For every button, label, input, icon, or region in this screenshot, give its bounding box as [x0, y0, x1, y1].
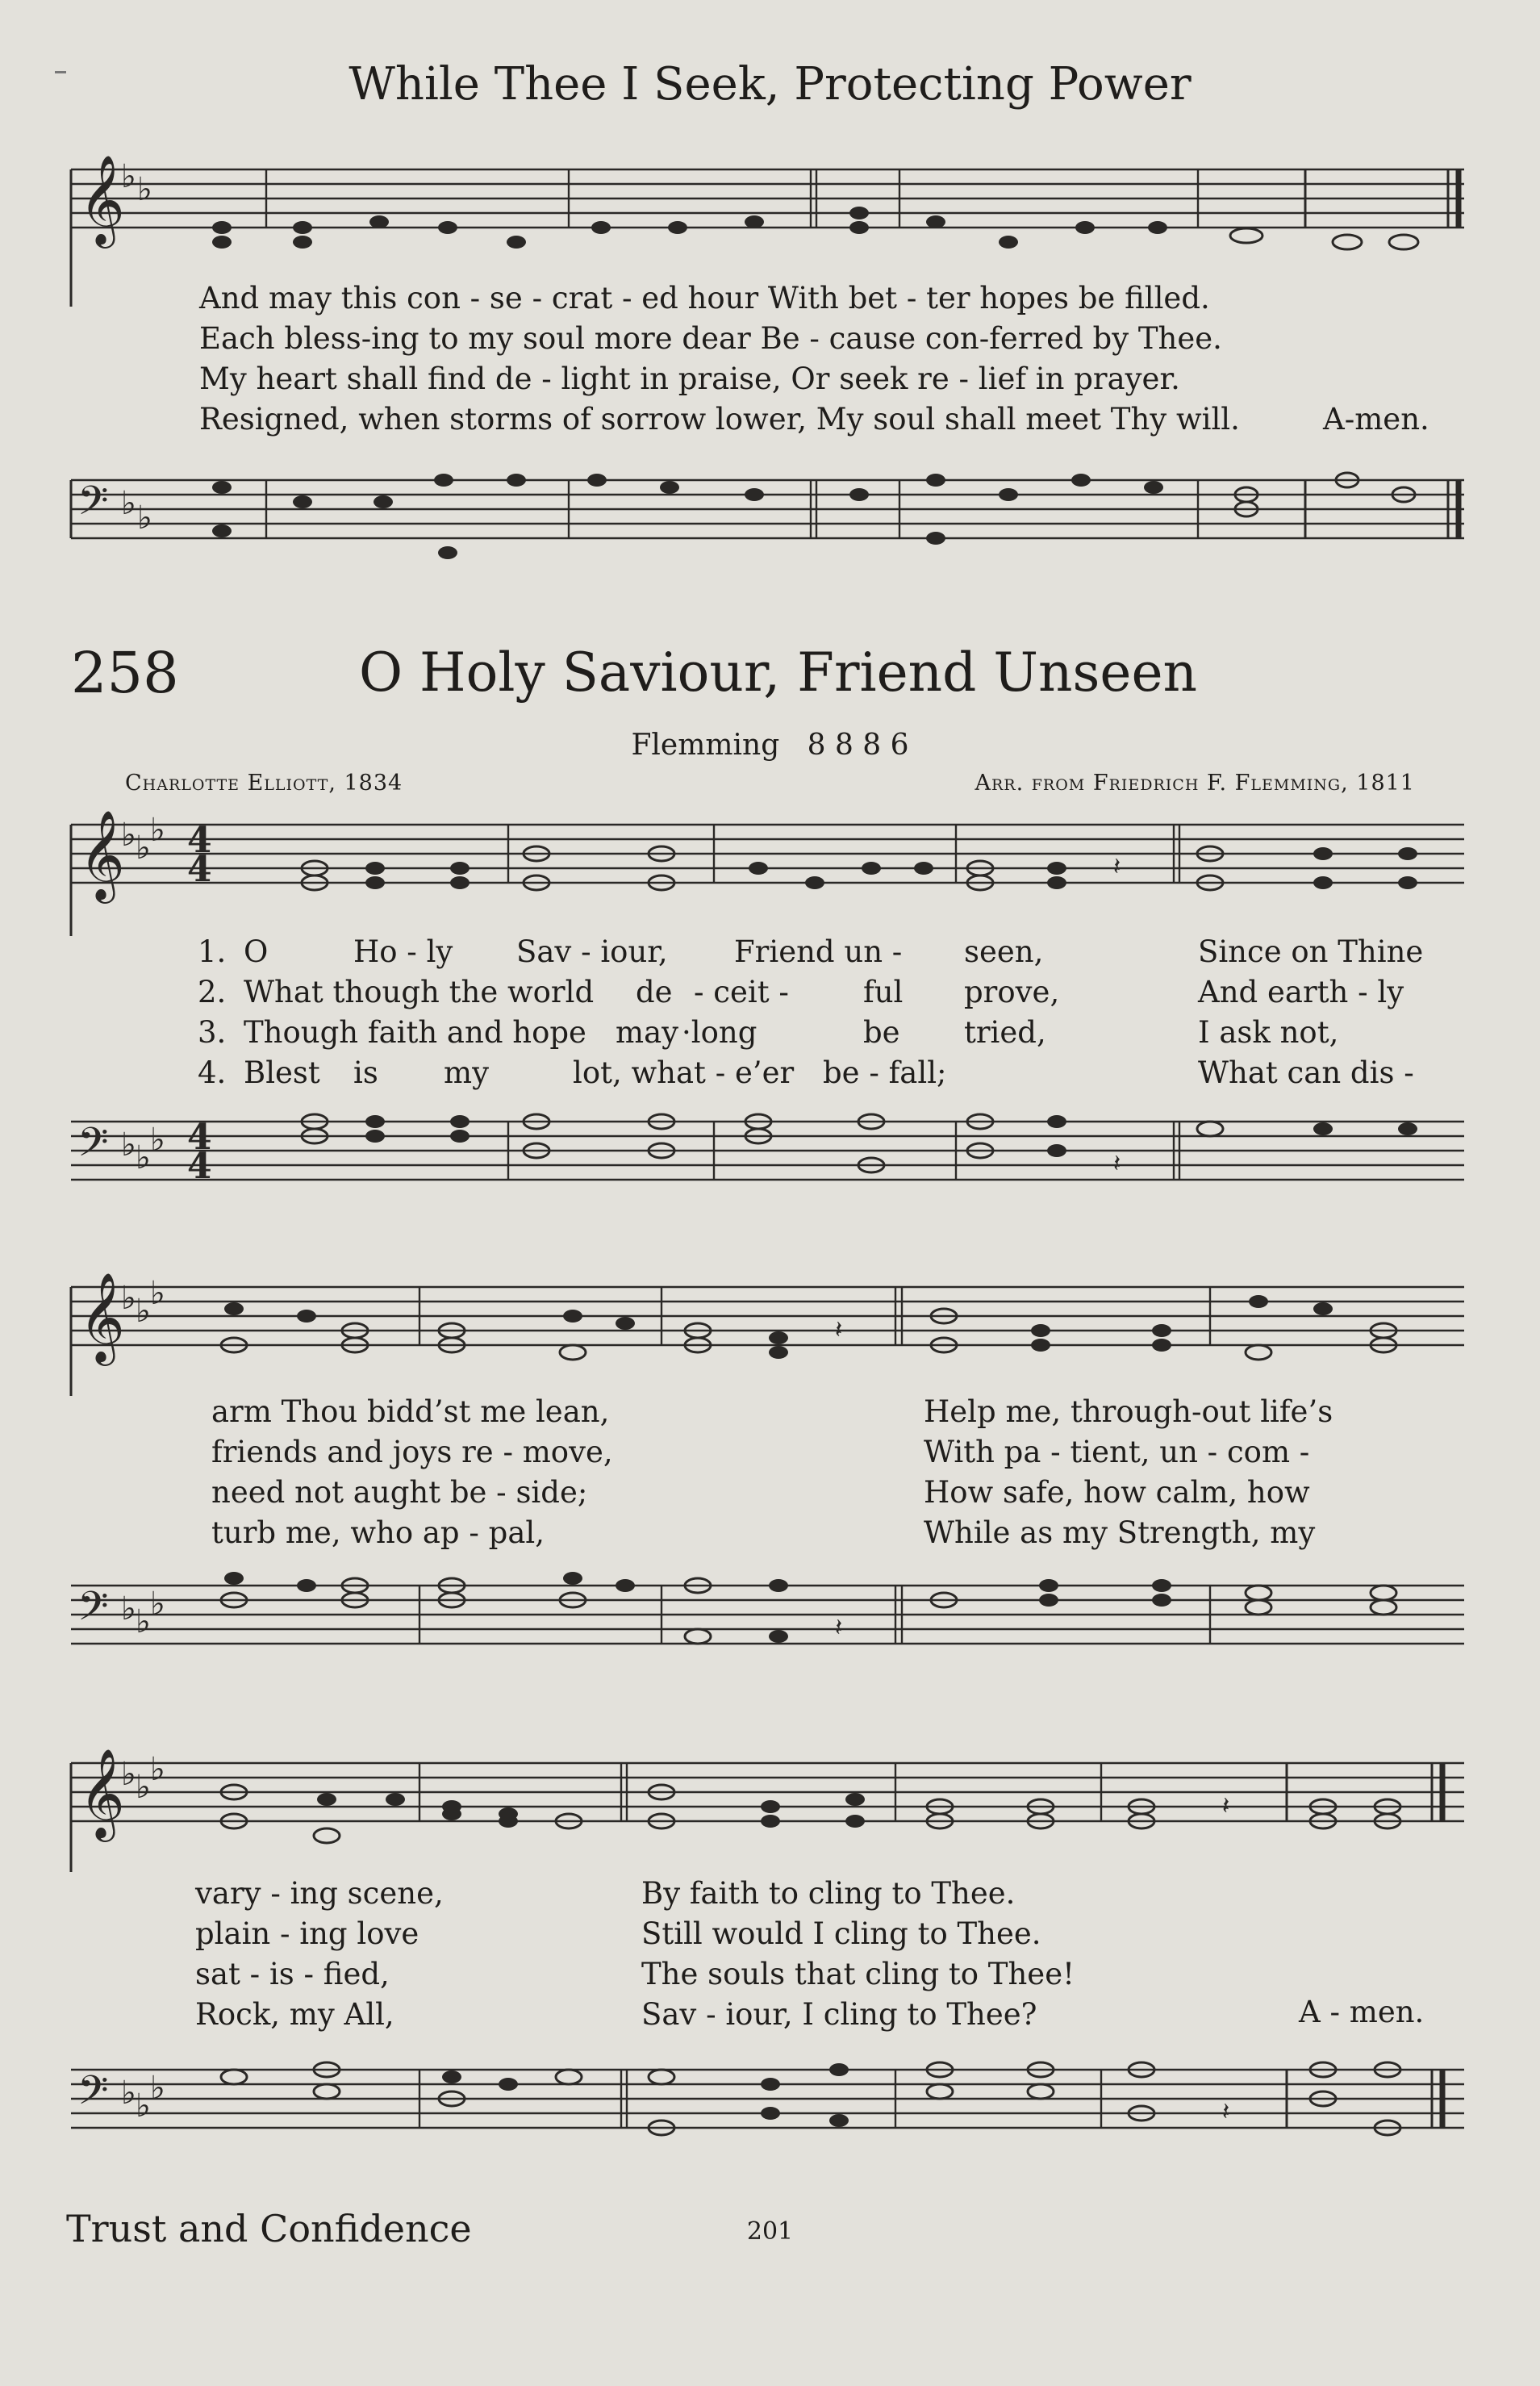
hymn-title: O Holy Saviour, Friend Unseen: [358, 641, 1198, 704]
svg-text:4: 4: [187, 1117, 212, 1158]
svg-text:♭: ♭: [121, 1756, 136, 1793]
svg-text:♭: ♭: [137, 499, 152, 537]
prev-verse-2: Each bless-ing to my soul more dear Be - cause con-ferred by Thee.: [199, 321, 1222, 356]
svg-text:𝄢: 𝄢: [77, 2067, 109, 2124]
svg-text:♭: ♭: [136, 1603, 151, 1640]
system3-bass-staff: [0, 2054, 1540, 2183]
svg-text:♭: ♭: [121, 1280, 136, 1317]
section-label: Trust and Confidence: [66, 2207, 472, 2250]
prev-bass-staff: [0, 464, 1540, 593]
s1-col4: Friend un - ful be lot, what - e’er: [573, 934, 904, 1090]
prev-verse-1: And may this con - se - crat - ed hour With bet - ter hopes be filled.: [199, 281, 1210, 315]
tune-line: [0, 729, 1540, 762]
svg-text:4: 4: [187, 820, 212, 861]
svg-text:𝄞: 𝄞: [79, 154, 125, 244]
svg-text:𝄽: 𝄽: [1113, 1150, 1121, 1178]
svg-text:𝄞: 𝄞: [79, 1748, 125, 1838]
prev-verse-4: Resigned, when storms of sorrow lower, My soul shall meet Thy will.: [199, 402, 1240, 437]
svg-text:♭: ♭: [136, 1293, 151, 1330]
svg-text:4: 4: [187, 849, 212, 890]
svg-text:♭: ♭: [150, 2070, 165, 2107]
svg-text:♭: ♭: [136, 829, 151, 867]
svg-text:𝄽: 𝄽: [1222, 1792, 1230, 1820]
author-credit: Charlotte Elliott, 1834: [125, 771, 403, 796]
svg-text:𝄢: 𝄢: [77, 1583, 109, 1640]
svg-text:♭: ♭: [136, 2087, 151, 2125]
system3-treble-staff: [0, 1735, 1540, 1872]
svg-text:𝄽: 𝄽: [835, 1614, 843, 1642]
s1-col3: Sav - iour, - ceit - ·long my: [444, 934, 789, 1090]
svg-text:♭: ♭: [121, 1590, 136, 1628]
svg-text:♭: ♭: [121, 158, 136, 195]
svg-text:♭: ♭: [121, 817, 136, 854]
s3-right: By faith to cling to Thee. Still would I cling to Thee. The souls that cling to Thee! Sav - iour, I cling to Thee?: [641, 1876, 1075, 2032]
svg-text:𝄢: 𝄢: [77, 478, 109, 534]
svg-text:♭: ♭: [136, 1139, 151, 1176]
svg-text:♭: ♭: [137, 171, 152, 208]
svg-text:𝄞: 𝄞: [79, 1272, 125, 1362]
system1-treble-staff: [0, 807, 1540, 936]
svg-text:𝄢: 𝄢: [77, 1119, 109, 1176]
svg-text:𝄽: 𝄽: [1113, 853, 1121, 881]
svg-text:𝄽: 𝄽: [835, 1316, 843, 1344]
s1-col6: Since on Thine And earth - ly I ask not, What can dis -: [1198, 934, 1424, 1090]
svg-text:𝄞: 𝄞: [79, 809, 125, 900]
svg-text:♭: ♭: [121, 2075, 136, 2112]
system2-bass-staff: [0, 1569, 1540, 1682]
hymn-number: 258: [71, 640, 179, 706]
system2-treble-staff: [0, 1267, 1540, 1396]
verse-numbers: 1. 2. 3. 4.: [198, 934, 227, 1090]
svg-text:♭: ♭: [121, 1126, 136, 1164]
prev-amen: A-men.: [1323, 402, 1429, 437]
s2-left: arm Thou bidd’st me lean, friends and joys re - move, need not aught be - side; turb me, who ap - pal,: [211, 1394, 613, 1550]
s3-left: vary - ing scene, plain - ing love sat - is - fied, Rock, my All,: [195, 1876, 444, 2032]
previous-hymn-title: While Thee I Seek, Protecting Power: [348, 58, 1192, 111]
svg-text:♭: ♭: [150, 1586, 165, 1623]
s1-col5: seen, prove, tried, be - fall;: [823, 934, 1060, 1090]
prev-verse-3: My heart shall find de - light in praise, Or seek re - lief in prayer.: [199, 361, 1180, 396]
system1-bass-staff: [0, 1105, 1540, 1218]
page-number: 201: [746, 2217, 794, 2246]
svg-text:4: 4: [187, 1146, 212, 1187]
svg-text:♭: ♭: [150, 1751, 165, 1788]
svg-text:♭: ♭: [150, 812, 165, 849]
s1-col2: Ho - ly de may is: [353, 934, 679, 1090]
tune-name: Flemming: [631, 729, 780, 762]
svg-text:♭: ♭: [150, 1122, 165, 1159]
s3-amen: A - men.: [1299, 1995, 1425, 2029]
svg-text:♭: ♭: [121, 485, 136, 522]
meter: 8 8 8 6: [807, 729, 909, 762]
s1-col1: O What though the world Though faith and hope Blest: [244, 934, 595, 1090]
arranger-credit: Arr. from Friedrich F. Flemming, 1811: [974, 771, 1415, 796]
svg-text:𝄽: 𝄽: [1222, 2098, 1230, 2126]
s2-right: Help me, through-out life’s With pa - tient, un - com - How safe, how calm, how While as my Strength, my: [924, 1394, 1333, 1550]
svg-text:♭: ♭: [150, 1275, 165, 1312]
svg-text:♭: ♭: [136, 1769, 151, 1806]
